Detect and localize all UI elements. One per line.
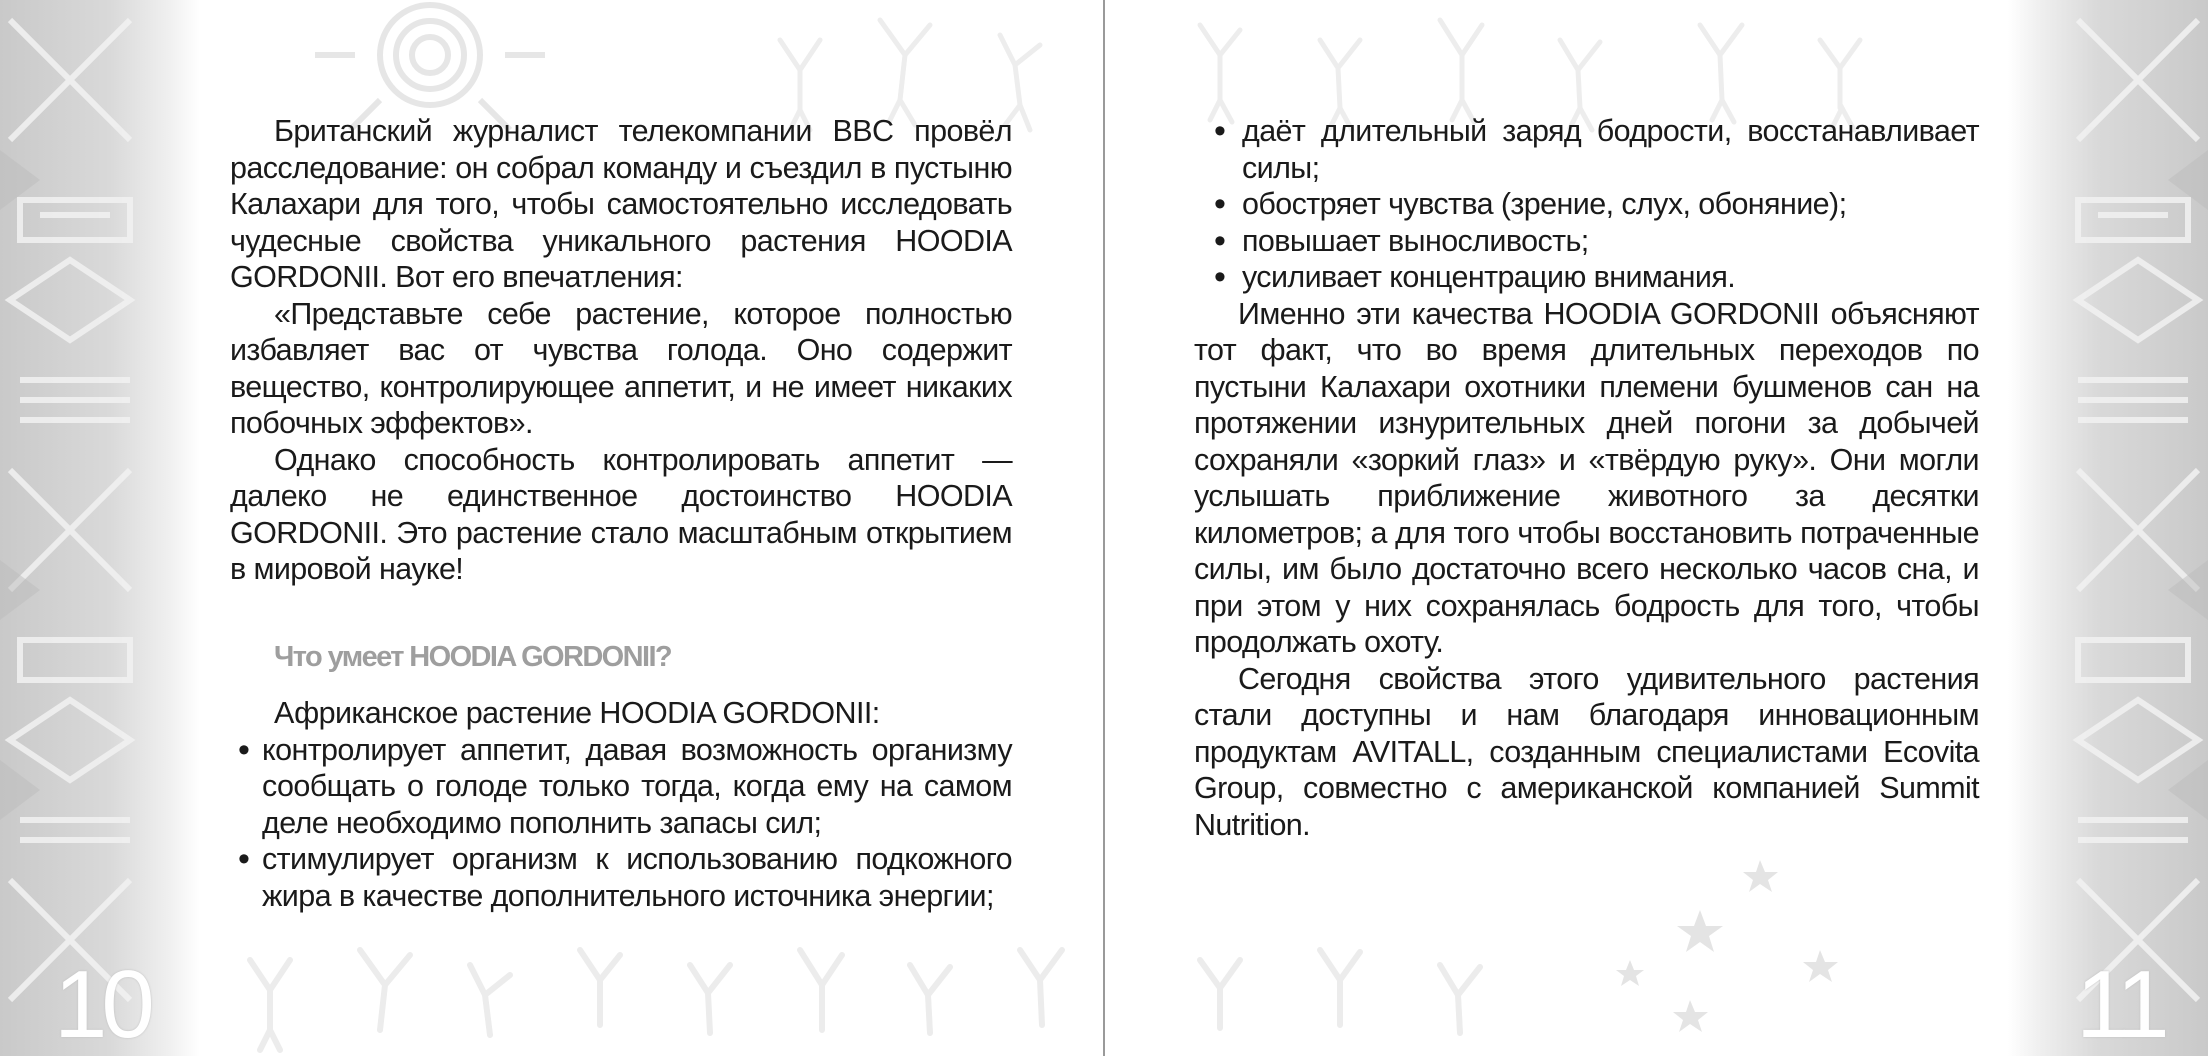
book-spine xyxy=(1103,0,1105,1056)
benefits-list-continued xyxy=(1194,113,1979,296)
paragraph: Именно эти качества HOODIA GORDONII объясняют тот факт, что во время длительных переходов по пустыни Калахари охотники племени бушменов сан на протяжении изнурительных дней погони за добычей сохраняли «зоркий глаз» и «твёрдую руку». Они могли услышать приближение животного за десятки километров; а для того чтобы восстановить потраченные силы, им было достаточно всего несколько часов сна, и при этом у них сохранялась бодрость для того, чтобы продолжать охоту. xyxy=(1194,296,1979,659)
section-heading: Что умеет HOODIA GORDONII? xyxy=(274,640,672,673)
list-item: • даёт длительный заряд бодрости, восстанавливает силы; xyxy=(1194,113,1979,186)
paragraph: Однако способность контролировать аппетит — далеко не единственное достоинство HOODIA GORDONII. Это растение стало масштабным открытием в мировой науке! xyxy=(230,442,1012,586)
paragraph: «Представьте себе растение, которое полностью избавляет вас от чувства голода. Оно содержит вещество, контролирующее аппетит, и не имеет никаких побочных эффектов». xyxy=(230,296,1012,440)
list-item: • усиливает концентрацию внимания. xyxy=(1194,259,1979,296)
right-page-text xyxy=(1194,113,1979,843)
page-number-right: 11 xyxy=(2076,951,2164,1058)
list-item: • контролирует аппетит, давая возможность организму сообщать о голоде только тогда, когда ему на самом деле необходимо пополнить запасы сил; xyxy=(230,732,1012,842)
left-ornament-band xyxy=(0,0,200,1056)
list-item: • стимулирует организм к использованию подкожного жира в качестве дополнительного источника энергии; xyxy=(230,841,1012,914)
stars-moon-icon xyxy=(1616,860,1970,1050)
sun-spiral-icon xyxy=(315,0,545,130)
page-number-left: 10 xyxy=(54,951,149,1058)
list-intro: Африканское растение HOODIA GORDONII: xyxy=(274,696,880,730)
benefits-list xyxy=(230,732,1012,915)
paragraph: Сегодня свойства этого удивительного растения стали доступны и нам благодаря инновационным продуктам AVITALL, созданным специалистами Ecovita Group, совместно с американской компанией Summit Nutrition. xyxy=(1194,661,1979,842)
list-item: • повышает выносливость; xyxy=(1194,223,1979,260)
left-page-text xyxy=(230,113,1012,914)
rock-art-figures-bottom xyxy=(250,950,1480,1050)
paragraph: Британский журналист телекомпании BBC провёл расследование: он собрал команду и съездил в пустыню Калахари для того, чтобы самостоятельно исследовать чудесные свойства уникального растения HOODIA GORDONII. Вот его впечатления: xyxy=(230,114,1012,294)
list-item: • обостряет чувства (зрение, слух, обоняние); xyxy=(1194,186,1979,223)
right-ornament-band xyxy=(2008,0,2208,1056)
